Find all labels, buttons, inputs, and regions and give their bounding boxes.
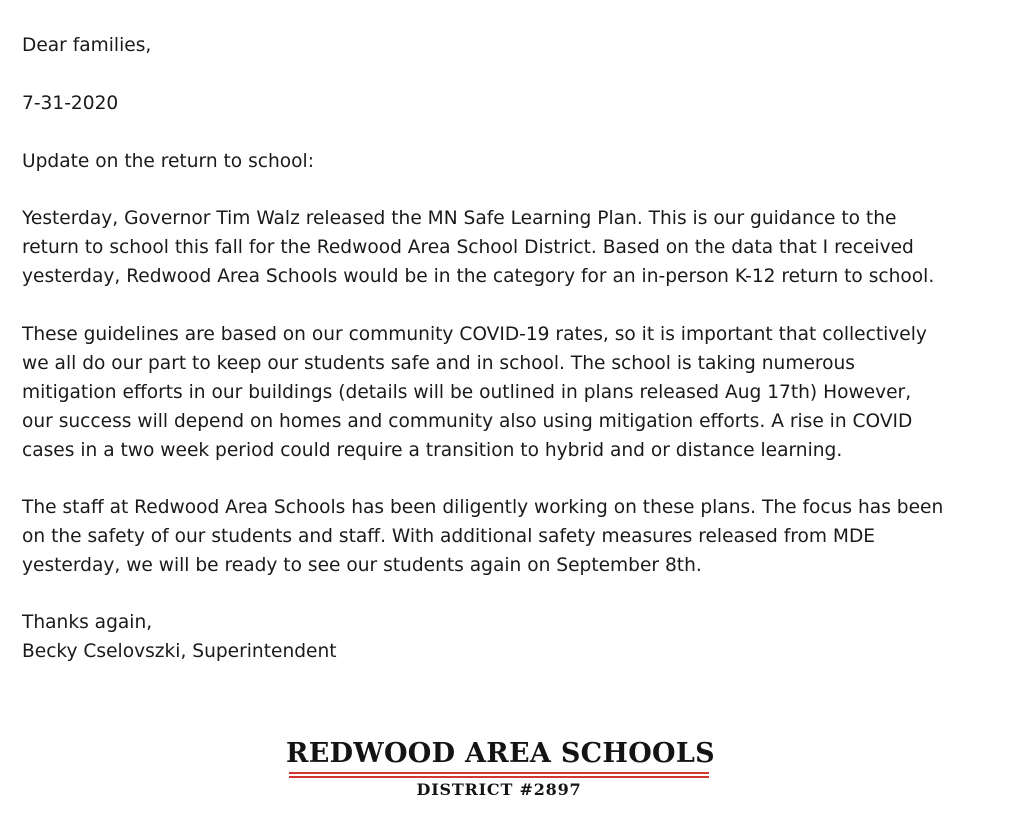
closing-block — [22, 608, 337, 666]
letter-date: 7-31-2020 — [22, 93, 119, 114]
paragraph-line: The staff at Redwood Area Schools has been diligently working on these plans. The focus has been — [22, 497, 944, 518]
logo-school-name: REDWOOD AREA SCHOOLS — [286, 738, 715, 769]
logo-district-number: DISTRICT #2897 — [416, 780, 582, 799]
paragraph-line: Yesterday, Governor Tim Walz released the MN Safe Learning Plan. This is our guidance to the — [22, 208, 897, 229]
district-logo — [286, 738, 715, 800]
paragraph-line: our success will depend on homes and community also using mitigation efforts. A rise in COVID — [22, 411, 913, 432]
paragraph-line: return to school this fall for the Redwood Area School District. Based on the data that I received — [22, 237, 914, 258]
paragraph-line: yesterday, we will be ready to see our students again on September 8th. — [22, 555, 702, 576]
closing: Thanks again, — [22, 612, 153, 633]
paragraph-line: These guidelines are based on our community COVID-19 rates, so it is important that collectively — [22, 324, 927, 345]
letter-subject: Update on the return to school: — [22, 151, 314, 172]
signature: Becky Cselovszki, Superintendent — [22, 641, 337, 662]
paragraph-line: yesterday, Redwood Area Schools would be in the category for an in-person K-12 return to school. — [22, 266, 935, 287]
paragraph-staff — [22, 493, 943, 580]
salutation: Dear families, — [22, 35, 152, 56]
logo-rules — [289, 772, 709, 778]
paragraph-guidance — [22, 204, 934, 291]
paragraph-line: cases in a two week period could require a transition to hybrid and or distance learning. — [22, 440, 843, 461]
paragraph-line: mitigation efforts in our buildings (details will be outlined in plans released Aug 17th) However, — [22, 382, 912, 403]
logo-rule-line — [289, 772, 709, 774]
logo-rule-line — [289, 776, 709, 778]
paragraph-guidelines — [22, 320, 927, 465]
paragraph-line: on the safety of our students and staff. With additional safety measures released from MDE — [22, 526, 876, 547]
paragraph-line: we all do our part to keep our students safe and in school. The school is taking numerous — [22, 353, 855, 374]
